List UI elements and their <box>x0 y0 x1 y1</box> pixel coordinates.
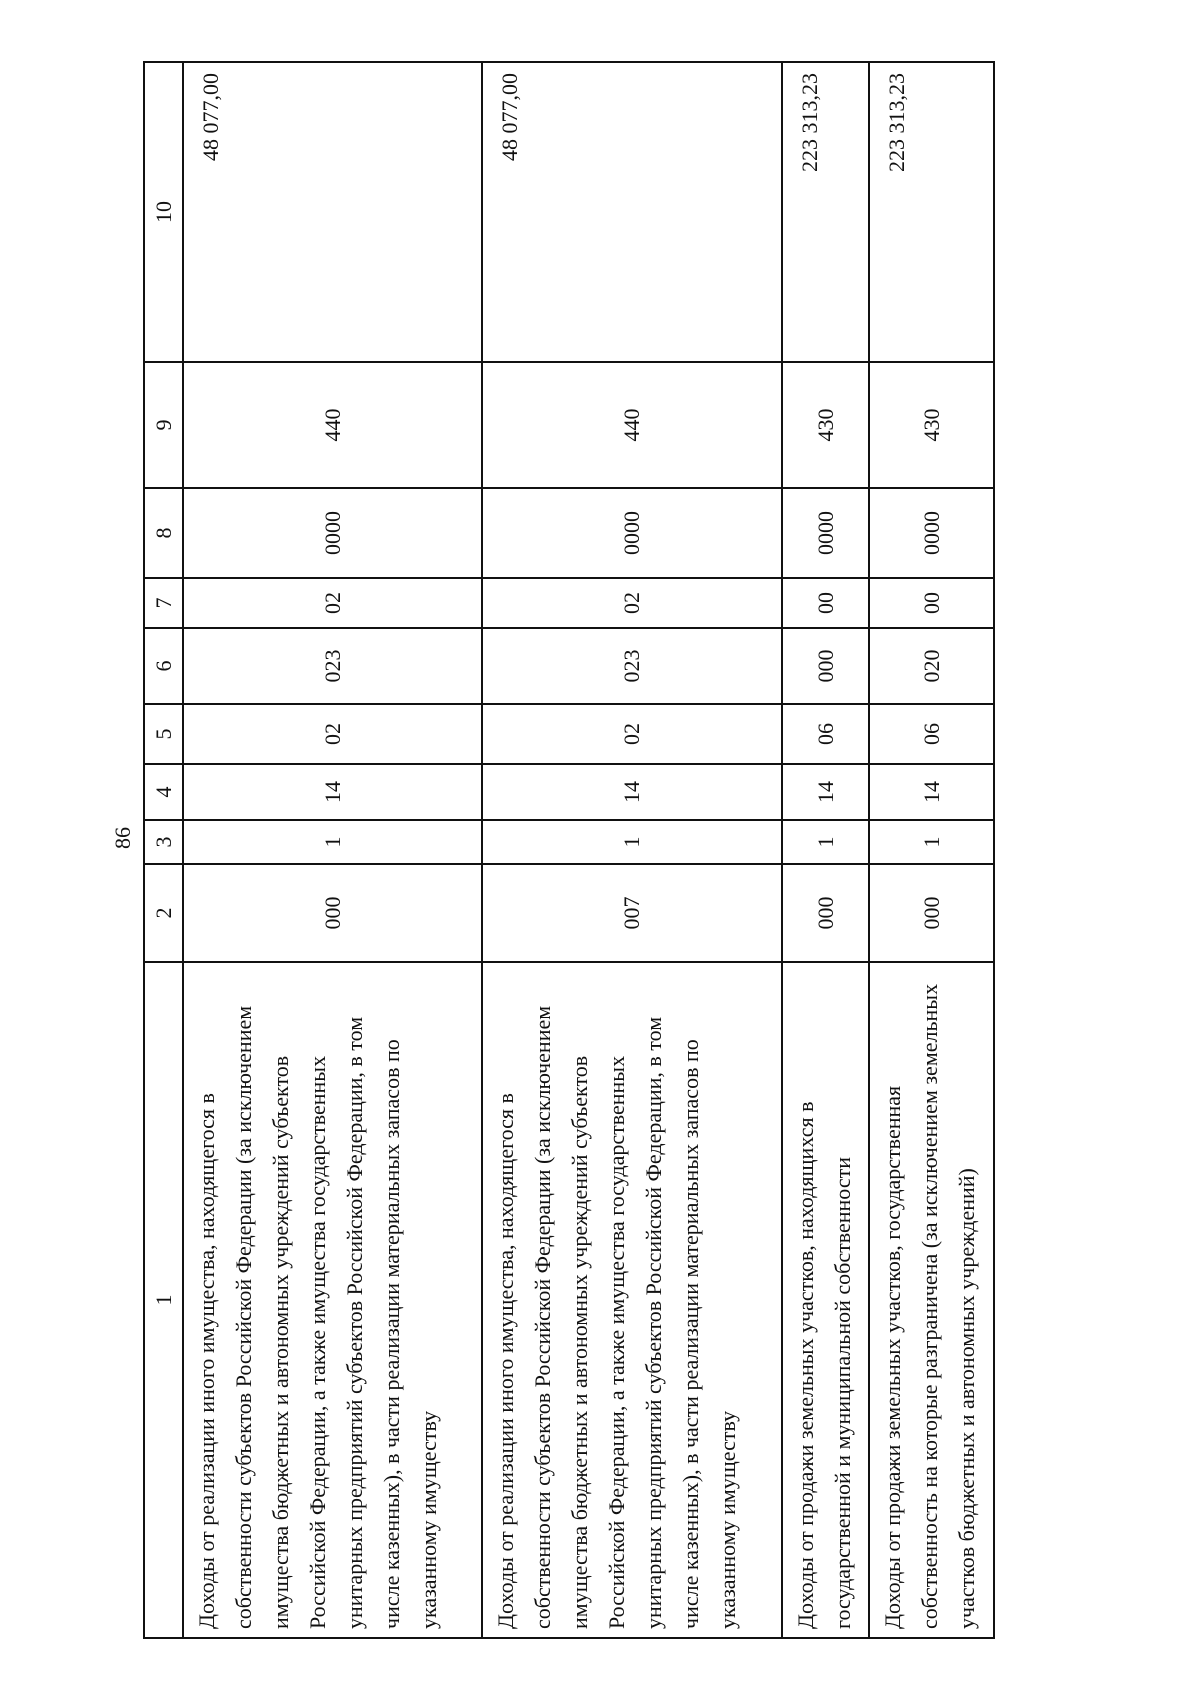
row-element-code: 02 <box>482 578 781 628</box>
header-cell-8: 8 <box>144 488 183 578</box>
header-cell-4: 4 <box>144 764 183 820</box>
row-group-code: 1 <box>482 820 781 864</box>
row-description: Доходы от продажи земельных участков, государственная собственность на которые разграничена (за исключением земельных участков бюджетных и автономных учреждений) <box>869 962 994 1638</box>
row-subgroup-code: 14 <box>869 764 994 820</box>
row-amount: 223 313,23 <box>782 62 869 362</box>
row-description: Доходы от реализации иного имущества, находящегося в собственности субъектов Российской Федерации (за исключением имущества бюджетных и автономных учреждений субъектов Российской Федерации, а также имущества государственных унитарных предприятий субъектов Российской Федерации, в том числе казенных), в части реализации материальных запасов по указанному имуществу <box>482 962 781 1638</box>
header-row <box>144 62 183 1638</box>
row-subarticle-code: 000 <box>782 628 869 704</box>
revenue-table-container <box>143 63 995 1639</box>
row-economic-code: 430 <box>782 362 869 488</box>
header-cell-5: 5 <box>144 704 183 764</box>
header-cell-2: 2 <box>144 864 183 962</box>
row-economic-code: 440 <box>482 362 781 488</box>
table-row <box>482 62 781 1638</box>
row-admin-code: 000 <box>183 864 482 962</box>
row-element-code: 02 <box>183 578 482 628</box>
table-row <box>782 62 869 1638</box>
row-element-code: 00 <box>782 578 869 628</box>
header-cell-3: 3 <box>144 820 183 864</box>
row-description: Доходы от продажи земельных участков, находящихся в государственной и муниципальной собственности <box>782 962 869 1638</box>
row-group-code: 1 <box>782 820 869 864</box>
row-group-code: 1 <box>183 820 482 864</box>
row-group-code: 1 <box>869 820 994 864</box>
revenue-table <box>143 61 995 1639</box>
row-article-code: 02 <box>482 704 781 764</box>
row-element-code: 00 <box>869 578 994 628</box>
row-economic-code: 430 <box>869 362 994 488</box>
row-subarticle-code: 020 <box>869 628 994 704</box>
header-cell-9: 9 <box>144 362 183 488</box>
header-cell-6: 6 <box>144 628 183 704</box>
row-amount: 48 077,00 <box>482 62 781 362</box>
table-row <box>183 62 482 1638</box>
row-article-code: 06 <box>782 704 869 764</box>
row-economic-code: 440 <box>183 362 482 488</box>
row-program-code: 0000 <box>869 488 994 578</box>
row-subgroup-code: 14 <box>782 764 869 820</box>
row-description: Доходы от реализации иного имущества, находящегося в собственности субъектов Российской Федерации (за исключением имущества бюджетных и автономных учреждений субъектов Российской Федерации, а также имущества государственных унитарных предприятий субъектов Российской Федерации, в том числе казенных), в части реализации материальных запасов по указанному имуществу <box>183 962 482 1638</box>
header-cell-7: 7 <box>144 578 183 628</box>
row-subgroup-code: 14 <box>183 764 482 820</box>
row-article-code: 06 <box>869 704 994 764</box>
row-admin-code: 000 <box>782 864 869 962</box>
row-admin-code: 000 <box>869 864 994 962</box>
row-program-code: 0000 <box>183 488 482 578</box>
row-admin-code: 007 <box>482 864 781 962</box>
header-cell-10: 10 <box>144 62 183 362</box>
row-subarticle-code: 023 <box>183 628 482 704</box>
row-program-code: 0000 <box>482 488 781 578</box>
row-amount: 223 313,23 <box>869 62 994 362</box>
row-article-code: 02 <box>183 704 482 764</box>
row-subarticle-code: 023 <box>482 628 781 704</box>
row-subgroup-code: 14 <box>482 764 781 820</box>
page-number: 86 <box>110 827 135 849</box>
table-row <box>869 62 994 1638</box>
header-cell-1: 1 <box>144 962 183 1638</box>
row-program-code: 0000 <box>782 488 869 578</box>
row-amount: 48 077,00 <box>183 62 482 362</box>
